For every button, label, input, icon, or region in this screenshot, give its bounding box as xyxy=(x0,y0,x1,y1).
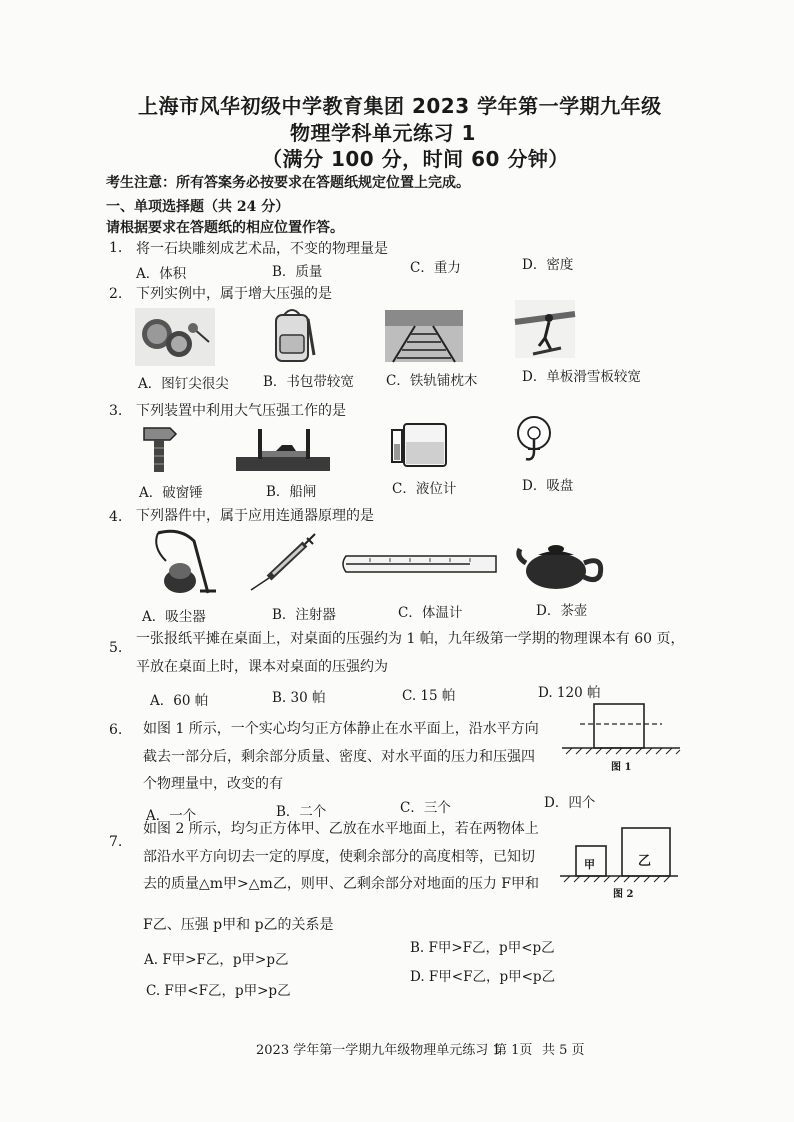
figure-2-caption: 图 2 xyxy=(613,889,634,900)
q4-option-c: C．体温计 xyxy=(398,605,463,621)
q6-option-a: A．一个 xyxy=(146,808,197,824)
q2-option-d: D．单板滑雪板较宽 xyxy=(522,369,641,385)
q7-option-b: B. F甲>F乙，p甲<p乙 xyxy=(410,940,555,956)
q4-stem: 下列器件中，属于应用连通器原理的是 xyxy=(136,508,374,524)
q7-option-d: D. F甲<F乙，p甲<p乙 xyxy=(410,969,556,985)
section-instruction: 请根据要求在答题纸的相应位置作答。 xyxy=(106,220,344,236)
thumbtack-icon xyxy=(135,308,215,366)
ship-lock-icon xyxy=(236,425,330,473)
q6-stem-line-3: 个物理量中，改变的有 xyxy=(143,776,283,792)
q3-option-b: B．船闸 xyxy=(266,484,317,500)
block-jia-label: 甲 xyxy=(584,858,595,871)
section-heading: 一、单项选择题（共 24 分） xyxy=(106,199,290,215)
q5-number: 5. xyxy=(109,640,123,656)
block-yi-label: 乙 xyxy=(638,854,652,869)
q2-stem: 下列实例中，属于增大压强的是 xyxy=(136,286,332,302)
railway-icon xyxy=(385,310,463,362)
q1-stem: 将一石块雕刻成艺术品，不变的物理量是 xyxy=(136,241,388,257)
q4-option-a: A．吸尘器 xyxy=(142,609,206,625)
q6-stem-line-1: 如图 1 所示，一个实心均匀正方体静止在水平面上，沿水平方向 xyxy=(143,721,539,737)
q6-stem-line-2: 截去一部分后，剩余部分质量、密度、对水平面的压力和压强四 xyxy=(143,749,535,765)
figure-1-caption: 图 1 xyxy=(611,762,632,773)
vacuum-cleaner-icon xyxy=(150,527,220,595)
figure-1-cube-diagram xyxy=(562,702,682,758)
notice: 考生注意：所有答案务必按要求在答题纸规定位置上完成。 xyxy=(106,175,470,191)
q6-option-b: B．二个 xyxy=(276,804,327,820)
figure-2-blocks-diagram xyxy=(560,824,680,884)
q7-stem-line-3: 去的质量△m甲>△m乙，则甲、乙剩余部分对地面的压力 F甲和 xyxy=(143,876,539,892)
q5-option-b: B. 30 帕 xyxy=(272,690,326,706)
level-gauge-icon xyxy=(390,420,450,470)
hammer-icon xyxy=(140,422,180,474)
q5-option-a: A．60 帕 xyxy=(150,693,209,709)
q6-number: 6. xyxy=(109,722,123,738)
q2-option-a: A．图钉尖很尖 xyxy=(138,376,229,392)
q6-option-d: D．四个 xyxy=(544,795,596,811)
title-line-1: 上海市风华初级中学教育集团 2023 学年第一学期九年级 xyxy=(138,94,662,118)
q4-option-d: D．茶壶 xyxy=(536,603,588,619)
syringe-icon xyxy=(247,530,321,592)
q7-option-a: A. F甲>F乙，p甲>p乙 xyxy=(144,952,289,968)
q5-stem-line-1: 一张报纸平摊在桌面上，对桌面的压强约为 1 帕，九年级第一学期的物理课本有 60 页， xyxy=(136,631,685,647)
q2-number: 2. xyxy=(109,286,123,302)
q7-stem-line-4: F乙、压强 p甲和 p乙的关系是 xyxy=(143,917,334,933)
snowboard-icon xyxy=(515,300,575,358)
backpack-icon xyxy=(268,305,318,365)
footer-page-number: 第 1页 xyxy=(494,1043,533,1058)
title-line-3: （满分 100 分，时间 60 分钟） xyxy=(262,147,569,171)
q4-option-b: B．注射器 xyxy=(272,607,336,623)
q5-option-c: C. 15 帕 xyxy=(402,688,456,704)
q7-stem-line-2: 部沿水平方向切去一定的厚度，使剩余部分的高度相等，已知切 xyxy=(143,849,535,865)
q1-option-c: C．重力 xyxy=(410,260,461,276)
q3-number: 3. xyxy=(109,403,123,419)
q1-option-d: D．密度 xyxy=(522,257,574,273)
q4-number: 4. xyxy=(109,509,123,525)
teapot-icon xyxy=(516,533,606,591)
suction-cup-icon xyxy=(512,415,556,469)
q5-stem-line-2: 平放在桌面上时，课本对桌面的压强约为 xyxy=(136,659,388,675)
footer-text: 2023 学年第一学期九年级物理单元练习 1 xyxy=(256,1043,501,1058)
q2-option-b: B．书包带较宽 xyxy=(263,374,354,390)
q6-option-c: C．三个 xyxy=(400,800,451,816)
q3-stem: 下列装置中利用大气压强工作的是 xyxy=(136,403,346,419)
title-line-2: 物理学科单元练习 1 xyxy=(290,121,476,145)
q7-option-c: C. F甲<F乙，p甲>p乙 xyxy=(146,983,291,999)
q3-option-c: C．液位计 xyxy=(392,481,457,497)
footer-total-pages: 共 5 页 xyxy=(542,1043,585,1058)
thermometer-icon xyxy=(340,548,500,580)
q3-option-a: A．破窗锤 xyxy=(139,485,203,501)
q2-option-c: C．铁轨铺枕木 xyxy=(386,373,478,389)
q7-stem-line-1: 如图 2 所示，均匀正方体甲、乙放在水平地面上，若在两物体上 xyxy=(143,821,539,837)
q5-option-d: D. 120 帕 xyxy=(538,685,601,701)
q3-option-d: D．吸盘 xyxy=(522,478,574,494)
q7-number: 7. xyxy=(109,834,123,850)
q1-option-a: A．体积 xyxy=(136,266,187,282)
q1-option-b: B．质量 xyxy=(272,264,323,280)
q1-number: 1. xyxy=(109,240,123,256)
